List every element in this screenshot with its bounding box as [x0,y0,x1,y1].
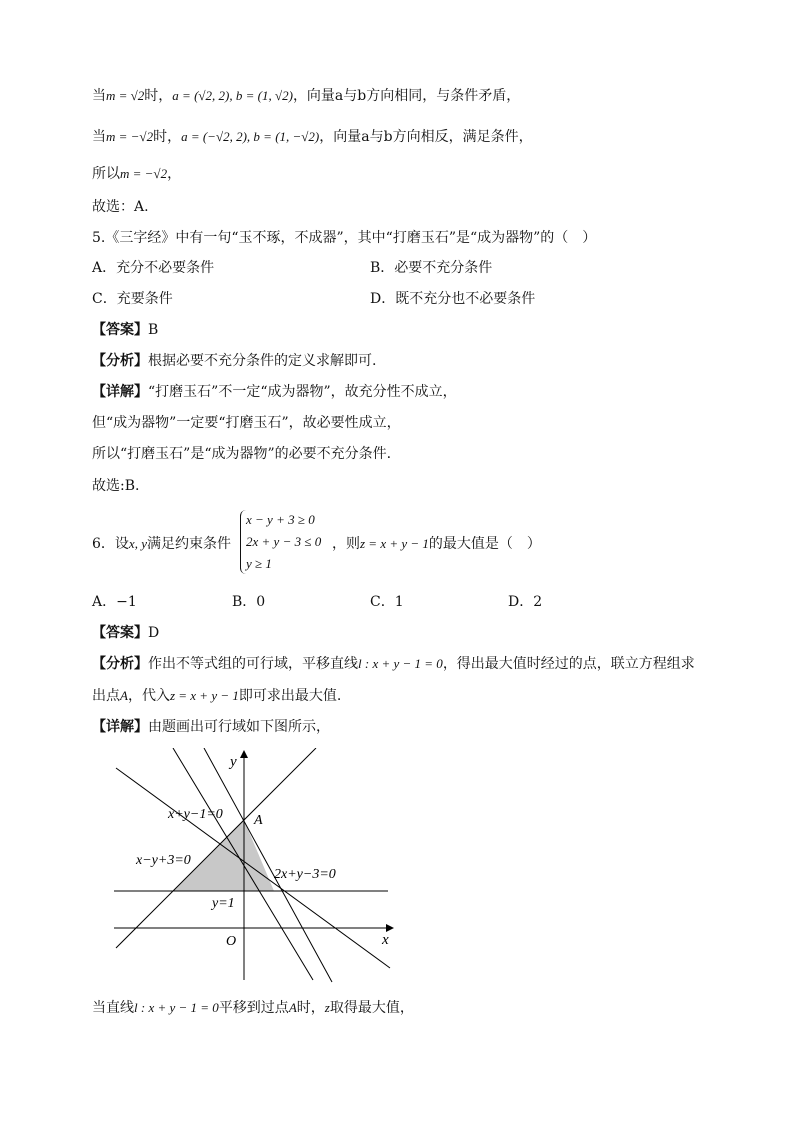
sol4-line2 [92,127,533,147]
constraint-system [240,510,330,576]
label-origin: O [226,934,237,949]
q6-stem-left [92,534,231,554]
text: 当 [92,88,106,104]
answer-value: B [148,322,159,338]
q5-choice: 故选:B. [92,478,140,494]
text: 满足约束条件 [146,536,231,552]
q6-option-c: C．1 [370,594,404,610]
text: ，代入 [127,688,170,704]
q5-option-d: D．既不充分也不必要条件 [370,291,536,307]
sol4-line3 [92,164,181,184]
detail-text: “打磨玉石”不一定“成为器物”，故充分性不成立， [148,384,457,400]
text: 平移到过点 [218,1000,289,1016]
q5-option-c: C．充要条件 [92,291,173,307]
text: 取得最大值， [329,1000,414,1016]
q6-option-b: B．0 [232,594,266,610]
q6-analysis-1 [92,654,695,674]
math-point: A [120,688,128,703]
q5-detail-3: 所以“打磨玉石”是“成为器物”的必要不充分条件. [92,446,392,462]
math-point: A [288,1000,297,1015]
line-parallel-extra [173,748,313,980]
label-line-x-minus-y: x−y+3=0 [136,853,191,868]
analysis-tag: 【分析】 [92,656,148,672]
text: ， [167,166,182,182]
answer-tag: 【答案】 [92,322,148,338]
math-var: z [324,1000,330,1015]
label-y-axis: y [230,754,237,770]
math-vectors: a = (−√2, 2), b = (1, −√2) [181,129,320,144]
x-axis-arrow-icon [386,924,394,932]
text: 即可求出最大值. [238,688,342,704]
q5-answer [92,320,158,340]
math-vars: x, y [128,536,147,551]
text: 出点 [92,688,120,704]
feasible-region-figure [108,748,408,988]
analysis-tag: 【分析】 [92,353,148,369]
constraint-2: 2x + y − 3 ≤ 0 [246,534,322,549]
answer-value: D [148,625,160,641]
q6-final [92,998,414,1018]
line-x-minus-y-plus-3 [116,748,316,948]
label-x-axis: x [382,932,389,948]
q5-stem: 5.《三字经》中有一句“玉不琢，不成器”，其中“打磨玉石”是“成为器物”的（ ） [92,230,597,246]
q6-analysis-2 [92,686,341,706]
detail-tag: 【详解】 [92,384,148,400]
text: 时， [153,129,182,145]
constraint-1: x − y + 3 ≥ 0 [246,512,315,527]
detail-text: 由题画出可行域如下图所示， [148,719,330,735]
q6-option-d: D．2 [508,594,543,610]
text: 当 [92,129,106,145]
math-vectors: a = (√2, 2), b = (1, √2) [172,88,293,103]
y-axis-arrow-icon [240,750,248,758]
label-line-y-eq-1: y=1 [212,896,235,911]
text: ，得出最大值时经过的点，联立方程组求 [442,656,695,672]
label-point-a: A [254,813,263,828]
text: ，则 [332,536,360,552]
text: 的最大值是（ ） [428,536,541,552]
q5-detail-2: 但“成为器物”一定要“打磨玉石”，故必要性成立， [92,415,401,431]
line-x-plus-y-minus-1 [116,768,390,968]
analysis-text: 根据必要不充分条件的定义求解即可. [148,353,377,369]
q6-option-a: A．−1 [92,594,137,610]
sol4-line1 [92,86,520,106]
math-condition: m = −√2 [106,129,154,144]
sol4-choice: 故选：A. [92,199,149,215]
label-line-2x-plus-y: 2x+y−3=0 [274,867,336,882]
text: 当直线 [92,1000,134,1016]
math-condition: m = √2 [106,88,145,103]
detail-tag: 【详解】 [92,719,148,735]
q5-detail-1 [92,382,457,402]
constraint-3: y ≥ 1 [246,556,272,571]
math-objective: z = x + y − 1 [360,536,429,551]
answer-tag: 【答案】 [92,625,148,641]
q6-detail [92,717,330,737]
text: ，向量a与b方向相反，满足条件， [319,129,533,145]
text: 时， [296,1000,325,1016]
text: 时， [144,88,173,104]
q5-option-a: A．充分不必要条件 [92,260,215,276]
math-value: m = −√2 [120,166,168,181]
math-line: l : x + y − 1 = 0 [358,656,443,671]
math-expr: z = x + y − 1 [169,688,239,703]
text: 6．设 [92,536,129,552]
math-line: l : x + y − 1 = 0 [134,1000,219,1015]
q6-stem-right [332,534,541,554]
text: 所以 [92,166,120,182]
q5-analysis [92,351,376,371]
label-line-x-plus-y: x+y−1=0 [168,807,223,822]
text: 作出不等式组的可行域，平移直线 [148,656,358,672]
text: ，向量a与b方向相同，与条件矛盾， [292,88,521,104]
q5-option-b: B．必要不充分条件 [370,260,493,276]
q6-answer [92,623,159,643]
